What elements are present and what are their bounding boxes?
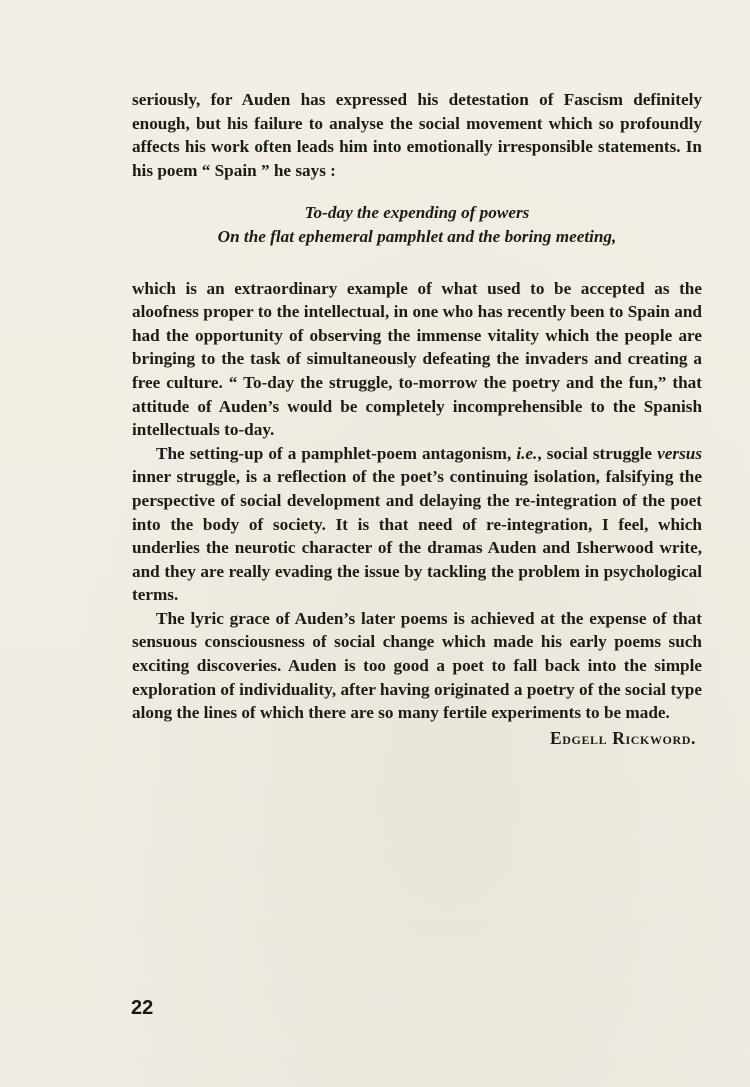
quote-line-1: To-day the expending of powers xyxy=(304,203,530,223)
poem-quotation xyxy=(132,201,702,248)
paragraph-3-ie: i.e. xyxy=(516,443,538,463)
article-body xyxy=(132,88,702,751)
paragraph-3-mid: , social struggle xyxy=(537,443,653,463)
paragraph-3-versus: versus xyxy=(657,443,703,463)
paragraph-3 xyxy=(132,442,702,607)
paragraph-3-rest: inner struggle, is a reflection of the poet’s continuing isolation, falsifying the perspective of social development and delaying the re-integration of the poet into the body of society. It is that need of re-integration, I feel, which underlies the neurotic character of the dramas Auden and Isherwood write, and they are really evading the issue by tackling the problem in psychological terms. xyxy=(132,467,702,605)
page-number: 22 xyxy=(131,997,154,1019)
paragraph-2: which is an extraordinary example of what used to be accepted as the aloofness proper to the intellectual, in one who has recently been to Spain and had the opportunity of observing the immense vitality which the people are bringing to the task of simultaneously defeating the invaders and creating a free culture. “ To-day the struggle, to-morrow the poetry and the fun,” that attitude of Auden’s would be completely incomprehensible to the Spanish intellectuals to-day. xyxy=(132,278,702,440)
paragraph-4: The lyric grace of Auden’s later poems is achieved at the expense of that sensuous consciousness of social change which made his early poems such exciting discoveries. Auden is too good a poet to fall back into the simple exploration of individuality, after having originated a poetry of the social type along the lines of which there are so many fertile experiments to be made. xyxy=(132,608,702,723)
paragraph-1: seriously, for Auden has expressed his detestation of Fascism definitely enough, but his failure to analyse the social movement which so profoundly affects his work often leads him into emotionally irresponsible statements. In his poem “ Spain ” he says : xyxy=(132,90,702,180)
author-signature: Edgell Rickword. xyxy=(549,727,696,748)
paragraph-3-start: The setting-up of a pamphlet-poem antagonism, xyxy=(156,443,512,463)
quote-line-2: On the flat ephemeral pamphlet and the boring meeting, xyxy=(217,226,617,246)
